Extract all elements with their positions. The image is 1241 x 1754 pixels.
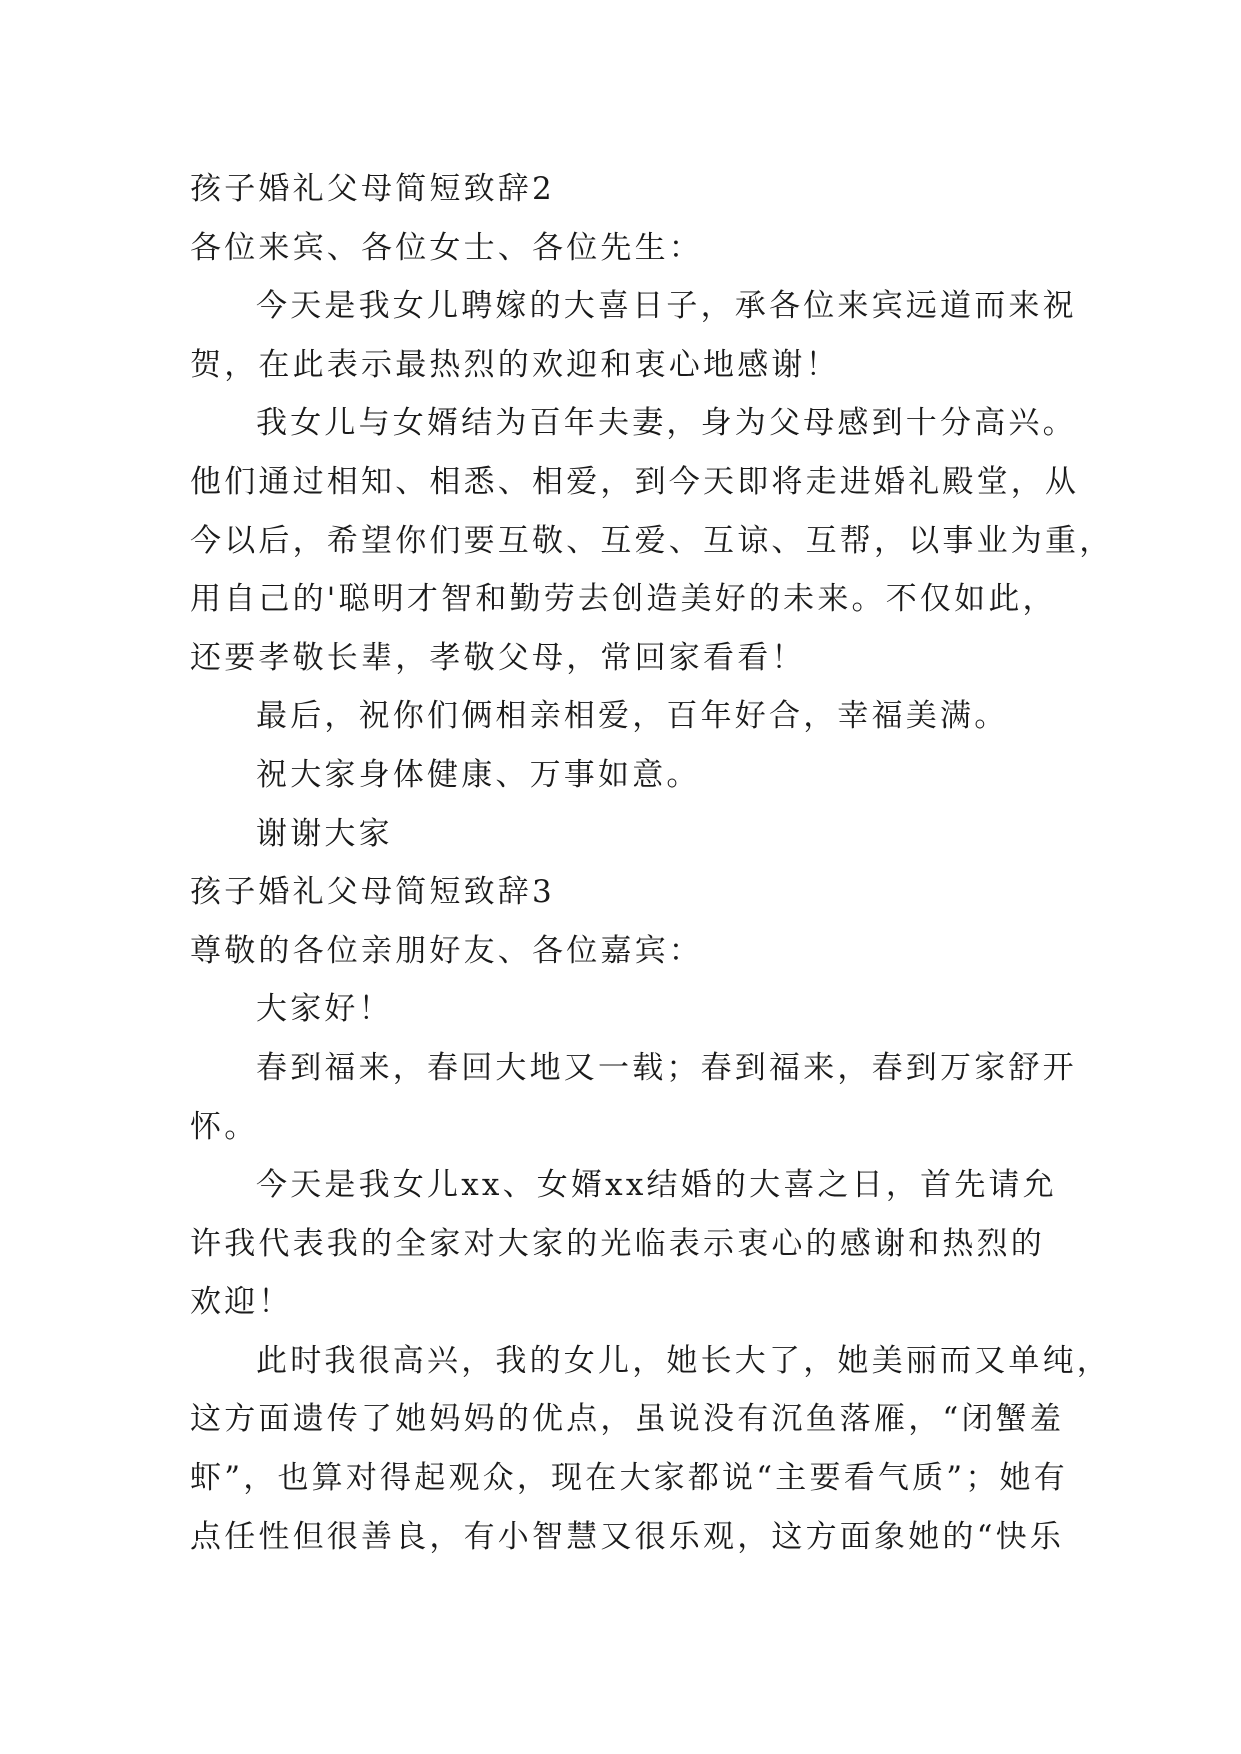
closing-line: 谢谢大家 bbox=[256, 815, 393, 852]
paragraph-line: 他们通过相知、相悉、相爱，到今天即将走进婚礼殿堂，从 bbox=[190, 463, 1080, 500]
paragraph-line: 此时我很高兴，我的女儿，她长大了，她美丽而又单纯， bbox=[256, 1342, 1111, 1379]
paragraph-line: 春到福来，春回大地又一载；春到福来，春到万家舒开 bbox=[256, 1049, 1077, 1086]
paragraph-line: 今天是我女儿聘嫁的大喜日子，承各位来宾远道而来祝 bbox=[256, 288, 1077, 325]
paragraph-line: 还要孝敬长辈，孝敬父母，常回家看看！ bbox=[190, 639, 806, 676]
paragraph-line: 最后，祝你们俩相亲相爱，百年好合，幸福美满。 bbox=[256, 698, 1009, 735]
paragraph-line: 欢迎！ bbox=[190, 1284, 293, 1321]
salutation: 各位来宾、各位女士、各位先生： bbox=[190, 229, 703, 266]
paragraph-line: 虾”，也算对得起观众，现在大家都说“主要看气质”；她有 bbox=[190, 1460, 1068, 1497]
paragraph-line: 这方面遗传了她妈妈的优点，虽说没有沉鱼落雁，“闭蟹羞 bbox=[190, 1401, 1065, 1438]
section-title: 孩子婚礼父母简短致辞2 bbox=[190, 171, 555, 207]
paragraph-line: 祝大家身体健康、万事如意。 bbox=[256, 756, 701, 793]
paragraph-line: 怀。 bbox=[190, 1108, 259, 1145]
paragraph-line: 用自己的'聪明才智和勤劳去创造美好的未来。不仅如此， bbox=[190, 581, 1057, 618]
paragraph-line: 点任性但很善良，有小智慧又很乐观，这方面象她的“快乐 bbox=[190, 1518, 1065, 1555]
paragraph-line: 许我代表我的全家对大家的光临表示衷心的感谢和热烈的 bbox=[190, 1225, 1045, 1262]
paragraph-line: 今以后，希望你们要互敬、互爱、互谅、互帮，以事业为重， bbox=[190, 522, 1114, 559]
salutation: 尊敬的各位亲朋好友、各位嘉宾： bbox=[190, 932, 703, 969]
paragraph-line: 我女儿与女婿结为百年夫妻，身为父母感到十分高兴。 bbox=[256, 405, 1077, 442]
section-title: 孩子婚礼父母简短致辞3 bbox=[190, 874, 555, 911]
greeting-line: 大家好！ bbox=[256, 991, 393, 1028]
paragraph-line: 今天是我女儿xx、女婿xx结婚的大喜之日，首先请允 bbox=[256, 1167, 1057, 1204]
paragraph-line: 贺，在此表示最热烈的欢迎和衷心地感谢！ bbox=[190, 346, 840, 383]
document-body bbox=[190, 160, 1114, 1566]
